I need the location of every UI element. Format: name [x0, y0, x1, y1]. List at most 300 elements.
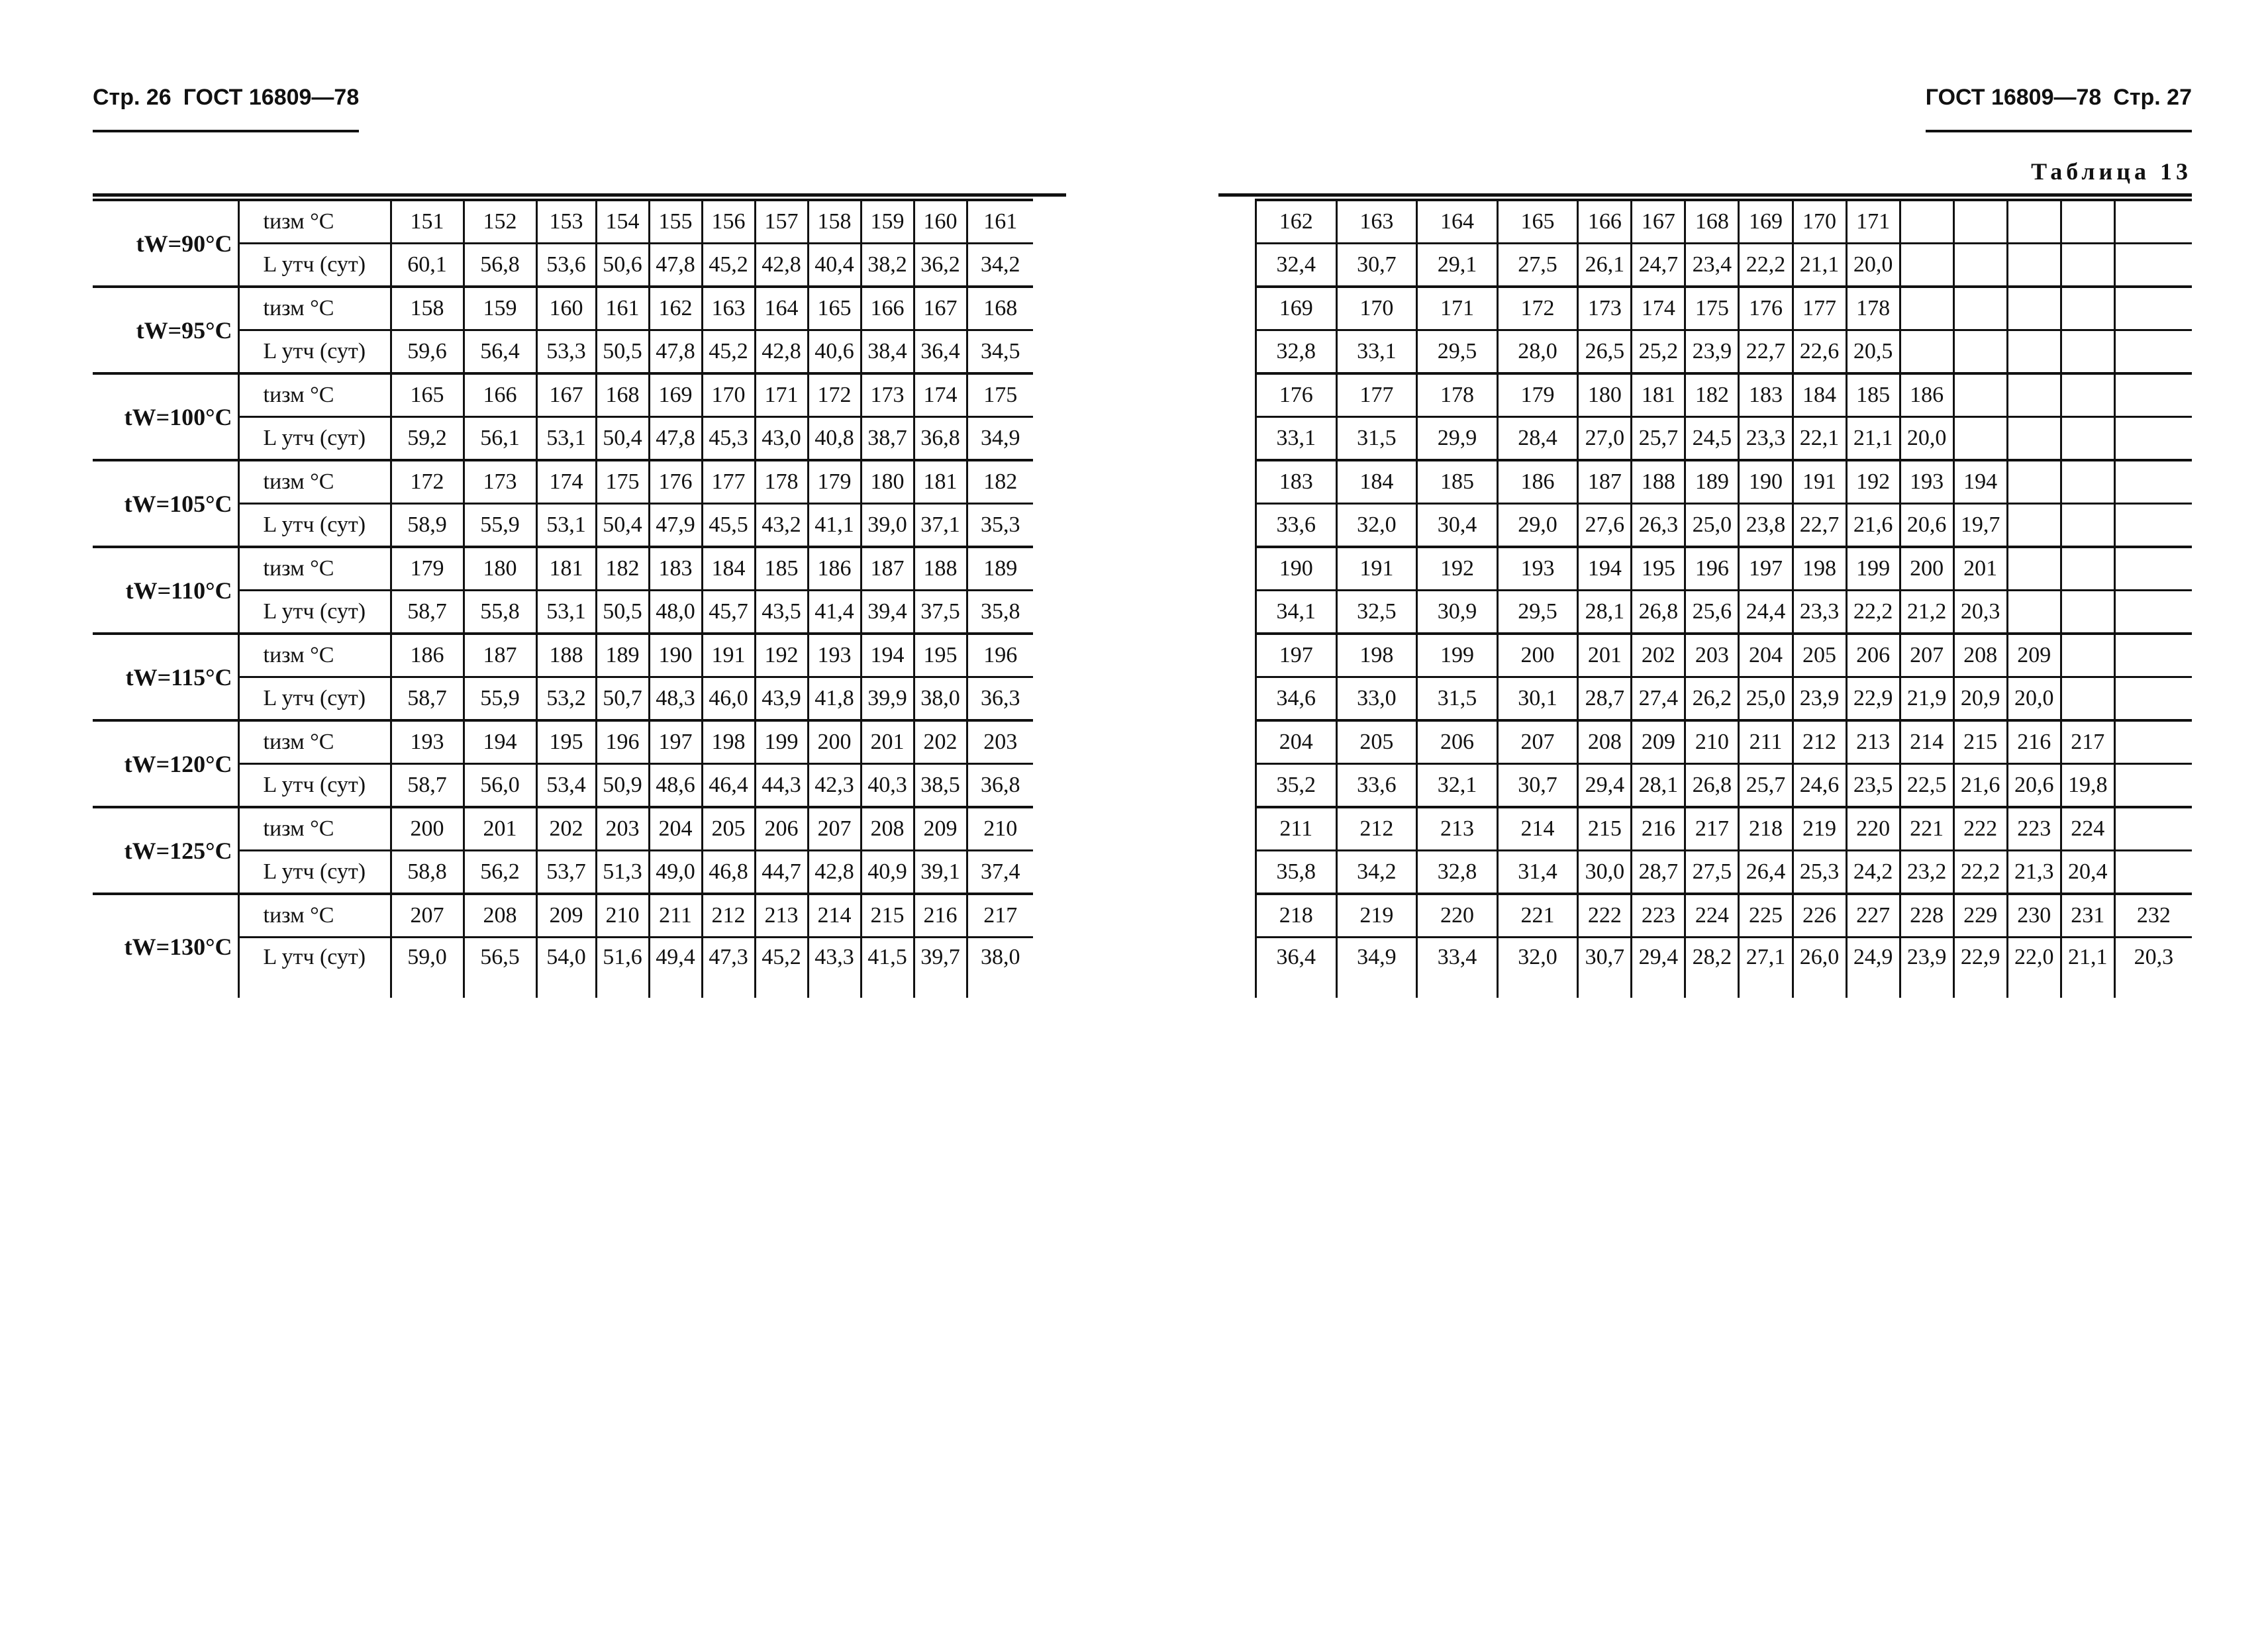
temperature-cell [1900, 200, 1953, 244]
duration-cell [2061, 330, 2114, 374]
duration-cell [2061, 244, 2114, 287]
duration-cell: 33,6 [1336, 764, 1417, 808]
temperature-cell: 231 [2061, 894, 2114, 938]
standard-code: ГОСТ 16809—78 [1925, 85, 2102, 110]
duration-cell: 20,6 [2007, 764, 2061, 808]
duration-cell: 23,5 [1846, 764, 1900, 808]
duration-cell: 58,7 [391, 764, 464, 808]
temperature-cell: 186 [808, 547, 861, 591]
duration-cell: 30,7 [1578, 938, 1632, 998]
table-top-rule [1218, 193, 2192, 197]
standard-code: ГОСТ 16809—78 [183, 85, 360, 110]
temperature-cell: 232 [2114, 894, 2192, 938]
temperature-cell: 211 [1256, 807, 1337, 851]
temperature-cell [2114, 634, 2192, 677]
temperature-cell: 187 [464, 634, 536, 677]
temperature-cell: 214 [1900, 720, 1953, 764]
duration-cell: 25,2 [1632, 330, 1685, 374]
duration-cell: 24,7 [1632, 244, 1685, 287]
duration-cell: 20,3 [1953, 591, 2007, 634]
duration-cell: 24,5 [1685, 417, 1739, 461]
duration-cell [2114, 244, 2192, 287]
temperature-cell: 200 [1900, 547, 1953, 591]
duration-cell: 30,4 [1417, 504, 1498, 548]
temperature-cell [2007, 200, 2061, 244]
temperature-cell: 227 [1846, 894, 1900, 938]
duration-cell: 44,7 [755, 851, 808, 894]
temperature-cell: 208 [464, 894, 536, 938]
duration-cell: 29,5 [1497, 591, 1578, 634]
temperature-cell: 209 [1632, 720, 1685, 764]
temperature-row [1256, 460, 2193, 504]
wall-temperature-label: tW=100°C [93, 373, 238, 460]
row-label-temperature: tизм °C [238, 200, 391, 244]
row-label-duration: L утч (сут) [238, 417, 391, 461]
duration-cell: 22,2 [1953, 851, 2007, 894]
wall-temperature-label: tW=110°C [93, 547, 238, 634]
duration-cell: 56,0 [464, 764, 536, 808]
duration-cell: 26,8 [1685, 764, 1739, 808]
wall-temperature-label: tW=115°C [93, 634, 238, 720]
duration-cell: 45,3 [702, 417, 755, 461]
temperature-cell: 199 [755, 720, 808, 764]
temperature-cell: 223 [2007, 807, 2061, 851]
duration-cell: 47,3 [702, 938, 755, 998]
duration-cell: 22,5 [1900, 764, 1953, 808]
duration-cell [2007, 417, 2061, 461]
temperature-cell [1953, 200, 2007, 244]
duration-cell: 28,0 [1497, 330, 1578, 374]
temperature-cell: 165 [391, 373, 464, 417]
temperature-cell: 181 [536, 547, 596, 591]
temperature-cell: 165 [1497, 200, 1578, 244]
duration-cell: 60,1 [391, 244, 464, 287]
duration-cell [1900, 330, 1953, 374]
duration-cell: 48,0 [649, 591, 702, 634]
duration-cell: 20,6 [1900, 504, 1953, 548]
temperature-cell: 172 [391, 460, 464, 504]
temperature-cell [2061, 373, 2114, 417]
temperature-cell: 169 [649, 373, 702, 417]
duration-cell: 41,8 [808, 677, 861, 721]
temperature-cell: 159 [861, 200, 914, 244]
duration-cell: 27,0 [1578, 417, 1632, 461]
temperature-cell: 214 [1497, 807, 1578, 851]
table-caption: Таблица 13 [2031, 158, 2192, 185]
duration-cell: 29,5 [1417, 330, 1498, 374]
duration-cell: 41,1 [808, 504, 861, 548]
duration-cell: 41,4 [808, 591, 861, 634]
temperature-cell: 213 [755, 894, 808, 938]
duration-cell: 29,0 [1497, 504, 1578, 548]
temperature-cell: 192 [1417, 547, 1498, 591]
temperature-cell: 193 [1497, 547, 1578, 591]
duration-cell: 28,1 [1632, 764, 1685, 808]
temperature-cell: 194 [464, 720, 536, 764]
duration-cell: 55,9 [464, 677, 536, 721]
temperature-cell: 183 [649, 547, 702, 591]
table-top-rule [93, 193, 1066, 197]
temperature-cell: 216 [914, 894, 967, 938]
temperature-cell: 194 [1953, 460, 2007, 504]
temperature-cell: 221 [1900, 807, 1953, 851]
temperature-cell [2007, 287, 2061, 330]
duration-cell: 33,4 [1417, 938, 1498, 998]
temperature-cell: 229 [1953, 894, 2007, 938]
duration-cell: 39,0 [861, 504, 914, 548]
duration-cell: 41,5 [861, 938, 914, 998]
temperature-cell: 193 [808, 634, 861, 677]
temperature-cell: 188 [1632, 460, 1685, 504]
temperature-cell: 191 [702, 634, 755, 677]
duration-cell: 37,5 [914, 591, 967, 634]
duration-cell: 23,4 [1685, 244, 1739, 287]
temperature-cell: 226 [1793, 894, 1846, 938]
temperature-row [1256, 200, 2193, 244]
page-number: Стр. 27 [2113, 85, 2192, 110]
temperature-cell: 219 [1336, 894, 1417, 938]
duration-cell: 28,2 [1685, 938, 1739, 998]
duration-cell [2061, 504, 2114, 548]
temperature-cell: 173 [464, 460, 536, 504]
duration-row [1256, 417, 2193, 461]
temperature-cell: 195 [536, 720, 596, 764]
duration-cell: 30,7 [1497, 764, 1578, 808]
duration-cell: 42,8 [808, 851, 861, 894]
temperature-cell: 173 [1578, 287, 1632, 330]
duration-cell: 20,0 [2007, 677, 2061, 721]
temperature-cell: 222 [1953, 807, 2007, 851]
temperature-cell: 192 [1846, 460, 1900, 504]
duration-cell: 21,1 [1793, 244, 1846, 287]
duration-cell: 32,5 [1336, 591, 1417, 634]
duration-cell: 26,8 [1632, 591, 1685, 634]
duration-cell: 26,3 [1632, 504, 1685, 548]
temperature-cell: 212 [1793, 720, 1846, 764]
duration-cell: 27,1 [1739, 938, 1793, 998]
temperature-cell [1900, 287, 1953, 330]
temperature-cell: 220 [1417, 894, 1498, 938]
duration-cell: 25,7 [1739, 764, 1793, 808]
temperature-cell: 185 [1846, 373, 1900, 417]
temperature-cell: 215 [1953, 720, 2007, 764]
temperature-cell: 162 [1256, 200, 1337, 244]
temperature-row [1256, 373, 2193, 417]
duration-cell [1953, 417, 2007, 461]
duration-cell: 20,4 [2061, 851, 2114, 894]
temperature-cell: 197 [1256, 634, 1337, 677]
temperature-cell: 189 [1685, 460, 1739, 504]
row-label-duration: L утч (сут) [238, 764, 391, 808]
duration-cell [2061, 417, 2114, 461]
temperature-cell: 212 [1336, 807, 1417, 851]
duration-cell: 36,2 [914, 244, 967, 287]
duration-cell: 23,9 [1685, 330, 1739, 374]
duration-cell [2114, 504, 2192, 548]
temperature-cell: 200 [391, 807, 464, 851]
temperature-cell: 165 [808, 287, 861, 330]
temperature-row [1256, 720, 2193, 764]
duration-cell: 22,0 [2007, 938, 2061, 998]
duration-cell: 21,1 [1846, 417, 1900, 461]
duration-cell: 34,2 [1336, 851, 1417, 894]
duration-cell: 56,5 [464, 938, 536, 998]
duration-cell [2114, 417, 2192, 461]
temperature-cell [2114, 720, 2192, 764]
temperature-cell [1953, 373, 2007, 417]
temperature-cell: 158 [808, 200, 861, 244]
duration-cell: 25,0 [1739, 677, 1793, 721]
temperature-cell: 211 [1739, 720, 1793, 764]
temperature-cell: 180 [861, 460, 914, 504]
duration-cell: 34,9 [1336, 938, 1417, 998]
duration-cell: 51,6 [596, 938, 649, 998]
duration-cell [2114, 591, 2192, 634]
temperature-cell: 186 [1900, 373, 1953, 417]
duration-cell: 58,7 [391, 591, 464, 634]
duration-cell: 50,7 [596, 677, 649, 721]
temperature-cell [2061, 547, 2114, 591]
temperature-cell: 213 [1846, 720, 1900, 764]
duration-cell: 25,6 [1685, 591, 1739, 634]
row-label-temperature: tизм °C [238, 460, 391, 504]
duration-cell: 23,3 [1739, 417, 1793, 461]
temperature-row [93, 634, 1033, 677]
duration-cell [2007, 330, 2061, 374]
duration-cell: 26,0 [1793, 938, 1846, 998]
duration-cell: 20,0 [1846, 244, 1900, 287]
duration-cell: 36,8 [914, 417, 967, 461]
temperature-cell: 209 [2007, 634, 2061, 677]
duration-cell: 22,7 [1739, 330, 1793, 374]
duration-cell: 26,1 [1578, 244, 1632, 287]
duration-cell: 38,5 [914, 764, 967, 808]
duration-cell: 23,9 [1900, 938, 1953, 998]
temperature-cell: 186 [1497, 460, 1578, 504]
temperature-cell: 216 [1632, 807, 1685, 851]
duration-cell: 21,9 [1900, 677, 1953, 721]
temperature-cell: 203 [596, 807, 649, 851]
duration-cell: 53,4 [536, 764, 596, 808]
temperature-cell: 168 [596, 373, 649, 417]
temperature-cell [2061, 634, 2114, 677]
temperature-cell: 220 [1846, 807, 1900, 851]
duration-cell: 35,3 [967, 504, 1033, 548]
temperature-cell: 215 [861, 894, 914, 938]
temperature-cell: 222 [1578, 894, 1632, 938]
duration-row [1256, 764, 2193, 808]
duration-cell: 21,6 [1953, 764, 2007, 808]
duration-cell: 39,4 [861, 591, 914, 634]
temperature-cell: 156 [702, 200, 755, 244]
duration-cell: 47,8 [649, 330, 702, 374]
temperature-cell: 213 [1417, 807, 1498, 851]
temperature-cell: 206 [755, 807, 808, 851]
temperature-cell: 158 [391, 287, 464, 330]
temperature-cell: 178 [755, 460, 808, 504]
temperature-row [93, 894, 1033, 938]
temperature-cell [2061, 460, 2114, 504]
duration-cell: 38,0 [967, 938, 1033, 998]
temperature-row [1256, 287, 2193, 330]
row-label-temperature: tизм °C [238, 807, 391, 851]
duration-row [1256, 938, 2193, 998]
temperature-cell: 180 [464, 547, 536, 591]
duration-cell: 35,2 [1256, 764, 1337, 808]
duration-cell: 34,5 [967, 330, 1033, 374]
temperature-cell: 164 [1417, 200, 1498, 244]
temperature-cell: 218 [1739, 807, 1793, 851]
temperature-cell: 157 [755, 200, 808, 244]
duration-cell: 53,7 [536, 851, 596, 894]
temperature-row [93, 807, 1033, 851]
temperature-cell: 154 [596, 200, 649, 244]
temperature-cell: 204 [1739, 634, 1793, 677]
duration-cell: 27,6 [1578, 504, 1632, 548]
duration-cell: 20,5 [1846, 330, 1900, 374]
duration-cell: 58,8 [391, 851, 464, 894]
duration-cell: 43,9 [755, 677, 808, 721]
temperature-cell [2114, 373, 2192, 417]
temperature-cell: 174 [536, 460, 596, 504]
duration-cell: 36,4 [1256, 938, 1337, 998]
temperature-cell: 203 [1685, 634, 1739, 677]
duration-cell [2007, 591, 2061, 634]
row-label-temperature: tизм °C [238, 720, 391, 764]
temperature-cell: 152 [464, 200, 536, 244]
temperature-cell: 179 [808, 460, 861, 504]
duration-cell [2114, 764, 2192, 808]
temperature-cell: 211 [649, 894, 702, 938]
duration-cell [1953, 244, 2007, 287]
duration-cell: 23,2 [1900, 851, 1953, 894]
temperature-cell: 204 [649, 807, 702, 851]
duration-cell: 45,7 [702, 591, 755, 634]
temperature-cell: 193 [391, 720, 464, 764]
wall-temperature-label: tW=95°C [93, 287, 238, 373]
temperature-cell: 189 [967, 547, 1033, 591]
temperature-cell: 189 [596, 634, 649, 677]
duration-cell: 29,9 [1417, 417, 1498, 461]
duration-cell: 40,4 [808, 244, 861, 287]
right-table-body [1256, 200, 2193, 998]
temperature-cell: 202 [914, 720, 967, 764]
temperature-cell: 202 [536, 807, 596, 851]
temperature-cell: 230 [2007, 894, 2061, 938]
temperature-cell: 171 [1846, 200, 1900, 244]
temperature-cell: 209 [914, 807, 967, 851]
duration-cell [2061, 591, 2114, 634]
duration-cell: 38,2 [861, 244, 914, 287]
temperature-cell: 170 [702, 373, 755, 417]
duration-cell: 43,2 [755, 504, 808, 548]
temperature-cell: 207 [1900, 634, 1953, 677]
temperature-cell: 217 [2061, 720, 2114, 764]
duration-cell: 53,3 [536, 330, 596, 374]
temperature-cell: 170 [1336, 287, 1417, 330]
temperature-row [93, 373, 1033, 417]
duration-cell: 45,2 [702, 244, 755, 287]
duration-cell: 19,7 [1953, 504, 2007, 548]
duration-row [1256, 677, 2193, 721]
duration-cell: 24,9 [1846, 938, 1900, 998]
duration-cell: 27,5 [1685, 851, 1739, 894]
duration-cell: 33,1 [1256, 417, 1337, 461]
temperature-cell: 199 [1417, 634, 1498, 677]
temperature-cell: 168 [967, 287, 1033, 330]
duration-cell: 45,5 [702, 504, 755, 548]
temperature-cell: 180 [1578, 373, 1632, 417]
duration-cell: 42,8 [755, 330, 808, 374]
temperature-cell: 212 [702, 894, 755, 938]
duration-cell: 40,8 [808, 417, 861, 461]
temperature-cell: 188 [914, 547, 967, 591]
duration-cell: 40,6 [808, 330, 861, 374]
temperature-cell [2007, 460, 2061, 504]
duration-cell [1953, 330, 2007, 374]
temperature-cell: 161 [967, 200, 1033, 244]
temperature-cell: 215 [1578, 807, 1632, 851]
duration-cell: 30,9 [1417, 591, 1498, 634]
wall-temperature-label: tW=90°C [93, 200, 238, 287]
duration-row [1256, 591, 2193, 634]
temperature-cell: 160 [536, 287, 596, 330]
duration-cell: 43,5 [755, 591, 808, 634]
temperature-cell: 224 [1685, 894, 1739, 938]
temperature-cell: 217 [967, 894, 1033, 938]
duration-cell: 26,5 [1578, 330, 1632, 374]
temperature-cell: 205 [1336, 720, 1417, 764]
duration-cell: 37,4 [967, 851, 1033, 894]
duration-cell: 59,2 [391, 417, 464, 461]
row-label-duration: L утч (сут) [238, 591, 391, 634]
left-data-table [93, 199, 1033, 998]
duration-cell: 46,0 [702, 677, 755, 721]
temperature-cell: 199 [1846, 547, 1900, 591]
temperature-cell: 210 [967, 807, 1033, 851]
temperature-cell: 206 [1417, 720, 1498, 764]
temperature-cell: 191 [1793, 460, 1846, 504]
duration-cell: 23,3 [1793, 591, 1846, 634]
duration-cell: 29,4 [1578, 764, 1632, 808]
temperature-cell: 205 [702, 807, 755, 851]
duration-cell: 50,9 [596, 764, 649, 808]
temperature-cell: 163 [1336, 200, 1417, 244]
temperature-cell: 185 [755, 547, 808, 591]
temperature-cell: 194 [1578, 547, 1632, 591]
temperature-cell: 196 [1685, 547, 1739, 591]
wall-temperature-label: tW=130°C [93, 894, 238, 998]
duration-cell: 24,6 [1793, 764, 1846, 808]
temperature-cell: 208 [1953, 634, 2007, 677]
temperature-cell: 203 [967, 720, 1033, 764]
duration-cell: 32,4 [1256, 244, 1337, 287]
temperature-cell: 166 [1578, 200, 1632, 244]
duration-cell: 38,0 [914, 677, 967, 721]
temperature-cell [2114, 287, 2192, 330]
temperature-cell: 170 [1793, 200, 1846, 244]
temperature-cell: 151 [391, 200, 464, 244]
temperature-row [93, 200, 1033, 244]
temperature-cell: 179 [391, 547, 464, 591]
row-label-duration: L утч (сут) [238, 504, 391, 548]
duration-cell: 50,5 [596, 591, 649, 634]
temperature-cell: 175 [596, 460, 649, 504]
temperature-cell: 207 [1497, 720, 1578, 764]
temperature-cell: 210 [1685, 720, 1739, 764]
duration-cell: 38,4 [861, 330, 914, 374]
duration-cell: 34,2 [967, 244, 1033, 287]
